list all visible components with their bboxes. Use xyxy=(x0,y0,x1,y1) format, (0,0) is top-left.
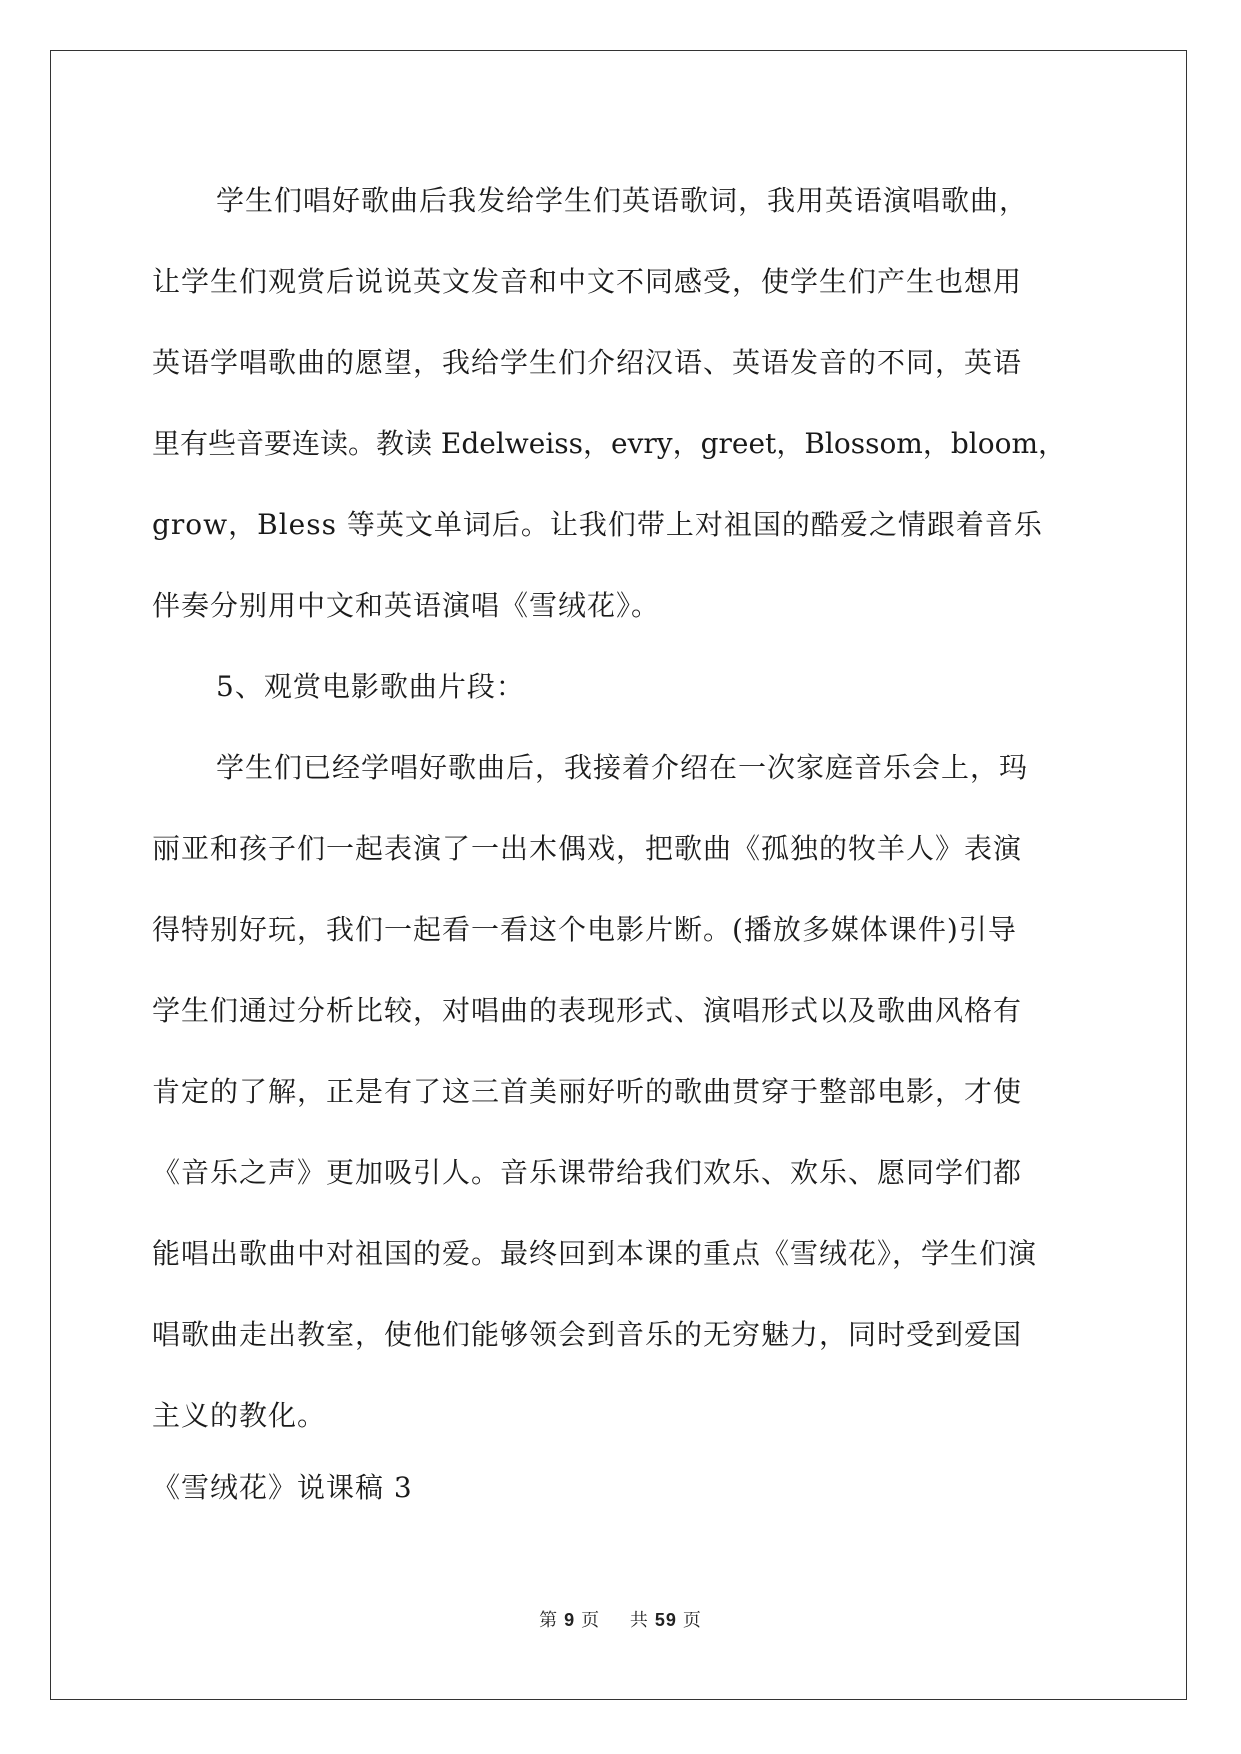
paragraph-film xyxy=(152,727,1094,1456)
text-line: 得特别好玩，我们一起看一看这个电影片断。(播放多媒体课件)引导 xyxy=(152,913,1017,946)
section-title: 《雪绒花》说课稿 3 xyxy=(152,1471,413,1504)
subsection-heading: 5、观赏电影歌曲片段： xyxy=(216,670,525,703)
text-line: 学生们已经学唱好歌曲后，我接着介绍在一次家庭音乐会上，玛 xyxy=(216,751,1029,784)
text-line: grow，Bless 等英文单词后。让我们带上对祖国的酷爱之情跟着音乐 xyxy=(152,508,1043,541)
page-footer xyxy=(0,1606,1241,1632)
text-line: 学生们唱好歌曲后我发给学生们英语歌词，我用英语演唱歌曲， xyxy=(216,184,1029,217)
text-line: 主义的教化。 xyxy=(152,1399,327,1432)
text-line: 里有些音要连读。教读 Edelweiss，evry，greet，Blossom，bloom， xyxy=(152,427,1066,460)
text-line: 唱歌曲走出教室，使他们能够领会到音乐的无穷魅力，同时受到爱国 xyxy=(152,1318,1023,1351)
text-line: 学生们通过分析比较，对唱曲的表现形式、演唱形式以及歌曲风格有 xyxy=(152,994,1023,1027)
document-body xyxy=(152,160,1094,1456)
text-line: 肯定的了解，正是有了这三首美丽好听的歌曲贯穿于整部电影，才使 xyxy=(152,1075,1023,1108)
text-line: 英语学唱歌曲的愿望，我给学生们介绍汉语、英语发音的不同，英语 xyxy=(152,346,1023,379)
text-line: 伴奏分别用中文和英语演唱《雪绒花》。 xyxy=(152,589,661,622)
page-number: 第 9 页 xyxy=(539,1610,601,1631)
text-line: 让学生们观赏后说说英文发音和中文不同感受，使学生们产生也想用 xyxy=(152,265,1023,298)
page-total: 共 59 页 xyxy=(629,1610,702,1631)
paragraph-lyrics xyxy=(152,160,1094,646)
text-line: 《音乐之声》更加吸引人。音乐课带给我们欢乐、欢乐、愿同学们都 xyxy=(152,1156,1023,1189)
text-line: 能唱出歌曲中对祖国的爱。最终回到本课的重点《雪绒花》，学生们演 xyxy=(152,1237,1038,1270)
text-line: 丽亚和孩子们一起表演了一出木偶戏，把歌曲《孤独的牧羊人》表演 xyxy=(152,832,1023,865)
